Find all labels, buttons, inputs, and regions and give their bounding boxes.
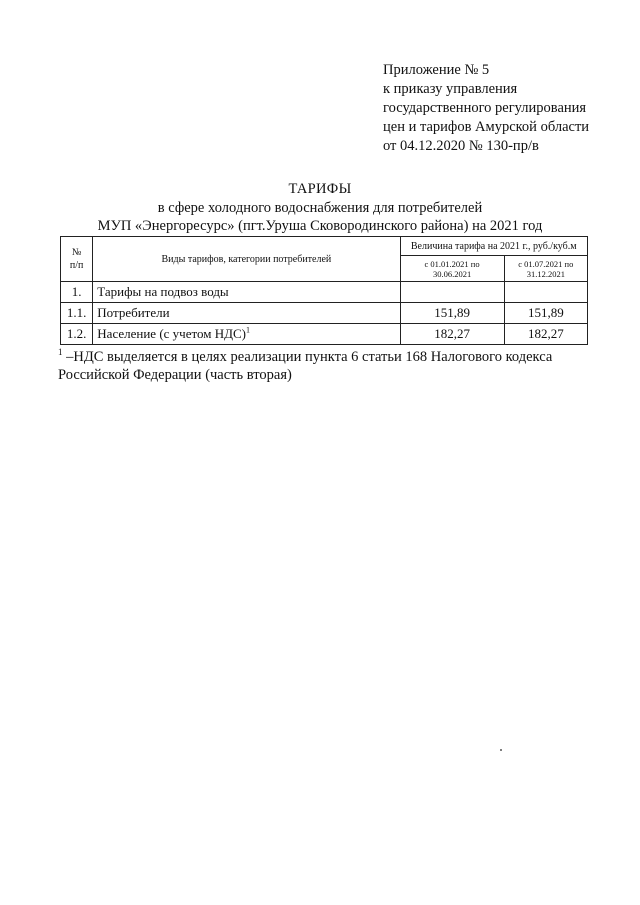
row-value-period-2: 151,89 [504, 303, 587, 324]
table-header-row [61, 237, 588, 256]
row-value-period-1: 182,27 [400, 324, 504, 345]
footnote-reference: 1 [245, 325, 250, 335]
appendix-line: цен и тарифов Амурской области [383, 119, 590, 135]
footnote-text-1: –НДС выделяется в целях реализации пункта 6 статьи 168 Налогового кодекса [62, 348, 553, 365]
period-1-start: с 01.01.2021 по [424, 258, 480, 269]
footnote-line-1 [58, 343, 618, 366]
row-value-period-1 [400, 282, 504, 303]
appendix-line: от 04.12.2020 № 130-пр/в [383, 138, 539, 154]
appendix-header [383, 61, 623, 156]
period-2-start: с 01.07.2021 по [518, 258, 574, 269]
footnote-marker: 1 [58, 347, 63, 357]
header-number-symbol: № [71, 247, 82, 258]
footnote-line-2: Российской Федерации (часть вторая) [58, 366, 292, 383]
footnote [58, 343, 618, 384]
appendix-line: государственного регулирования [383, 100, 587, 116]
row-number: 1.1. [61, 303, 93, 324]
header-number [61, 237, 93, 282]
row-name [93, 324, 400, 345]
scan-speck [500, 749, 502, 751]
header-number-label: п/п [69, 260, 84, 271]
appendix-line: Приложение № 5 [383, 62, 490, 78]
period-2-end: 31.12.2021 [526, 268, 565, 279]
title-organization: МУП «Энергоресурс» (пгт.Уруша Сковородинского района) на 2021 год [97, 218, 543, 234]
row-value-period-2: 182,27 [504, 324, 587, 345]
row-number: 1.2. [61, 324, 93, 345]
row-name: Тарифы на подвоз воды [93, 282, 400, 303]
title-subtitle: в сфере холодного водоснабжения для потребителей [157, 199, 483, 216]
tariff-table [60, 236, 588, 345]
header-period-2 [504, 256, 587, 282]
document-title [50, 180, 590, 236]
row-name-text: Население (с учетом НДС) [97, 326, 246, 341]
appendix-line: к приказу управления [383, 81, 518, 97]
row-value-period-1: 151,89 [400, 303, 504, 324]
row-name: Потребители [93, 303, 400, 324]
period-1-end: 30.06.2021 [432, 268, 472, 279]
row-value-period-2 [504, 282, 587, 303]
header-tariff-type: Виды тарифов, категории потребителей [93, 237, 400, 282]
row-number: 1. [61, 282, 93, 303]
title-main: ТАРИФЫ [288, 181, 352, 197]
table-row [61, 303, 588, 324]
header-period-1 [400, 256, 504, 282]
table-row [61, 324, 588, 345]
header-tariff-value: Величина тарифа на 2021 г., руб./куб.м [400, 237, 588, 256]
table-row [61, 282, 588, 303]
